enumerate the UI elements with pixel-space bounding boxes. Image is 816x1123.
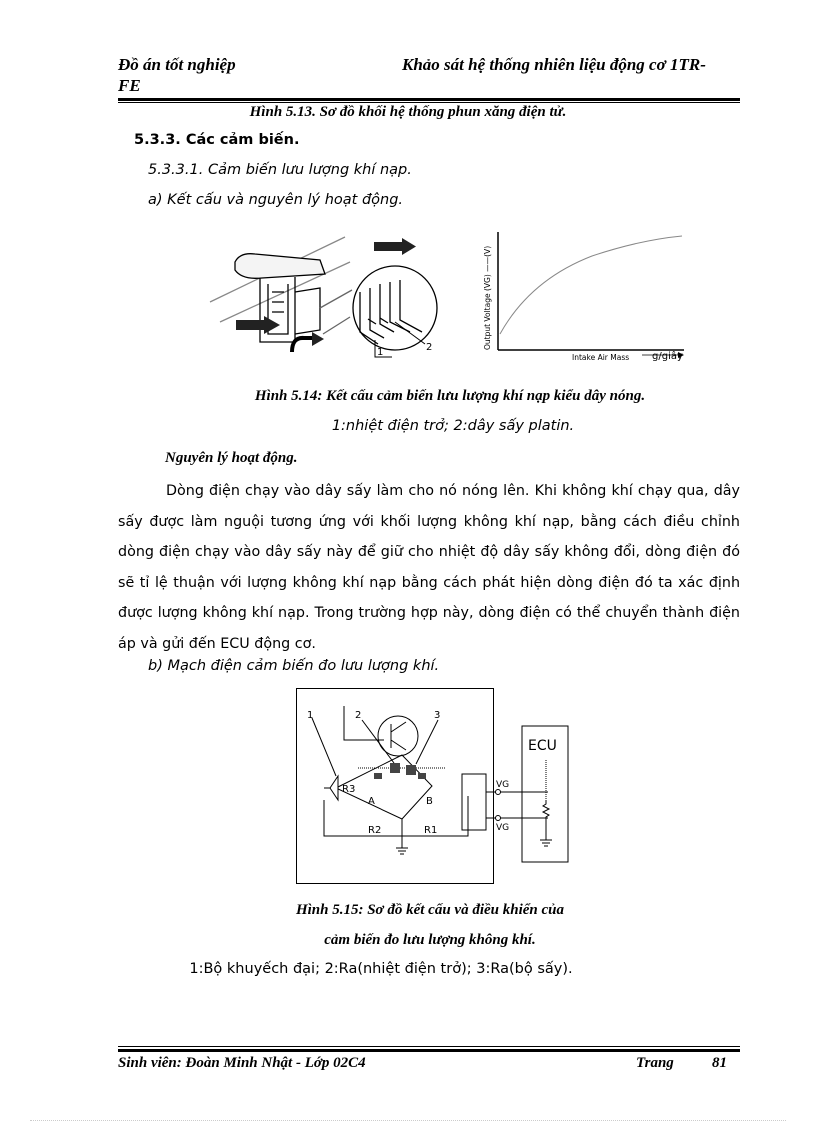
subsection-a: a) Kết cấu và nguyên lý hoạt động. <box>148 192 404 208</box>
label-ecu: ECU <box>528 738 557 754</box>
figure-5-14-subcaption: 1:nhiệt điện trở; 2:dây sấy platin. <box>331 418 575 434</box>
figure-5-14-caption: Hình 5.14: Kết cấu cảm biến lưu lượng khí nạp kiểu dây nóng. <box>254 388 646 404</box>
callout-2: 2 <box>426 342 433 353</box>
label-vg-bottom: VG <box>496 823 510 833</box>
figure-5-15-legend: 1:Bộ khuyếch đại; 2:Ra(nhiệt điện trở); 3:Ra(bộ sấy). <box>189 961 573 977</box>
graph-x-unit: g/giây <box>652 351 683 362</box>
graph-y-axis-label: Output Voltage (VG) ——(V) <box>483 245 492 350</box>
section-heading-5-3-3: 5.3.3. Các cảm biến. <box>134 132 300 148</box>
ecu-connection <box>460 720 580 870</box>
header-left-title-cont: FE <box>118 76 141 95</box>
section-heading-5-3-3-1: 5.3.3.1. Cảm biến lưu lượng khí nạp. <box>148 162 412 178</box>
header-right-title: Khảo sát hệ thống nhiên liệu động cơ 1TR- <box>402 55 706 74</box>
label-vg-top: VG <box>496 780 510 790</box>
footer-page-number: 81 <box>712 1055 727 1071</box>
label-a: A <box>368 796 375 807</box>
header-rule-thick <box>118 98 740 101</box>
figure-5-14-illustration <box>200 222 700 377</box>
page-bottom-dotted-border <box>30 1120 786 1121</box>
subsection-b: b) Mạch điện cảm biến đo lưu lượng khí. <box>148 658 440 674</box>
label-b: B <box>426 796 433 807</box>
label-r3: R3 <box>342 784 356 795</box>
principle-heading: Nguyên lý hoạt động. <box>165 450 298 466</box>
figure-5-15-caption-line2: cảm biến đo lưu lượng không khí. <box>324 932 536 948</box>
figure-5-13-caption: Hình 5.13. Sơ đồ khối hệ thống phun xăng điện tử. <box>249 104 567 120</box>
graph-x-axis-label: Intake Air Mass <box>572 353 630 362</box>
label-2: 2 <box>355 710 362 721</box>
footer-rule-thick <box>118 1049 740 1052</box>
figure-5-15-caption-line1: Hình 5.15: Sơ đồ kết cấu và điều khiển của <box>295 902 565 918</box>
header-rule-thin <box>118 102 740 103</box>
output-voltage-graph <box>498 232 684 358</box>
label-3: 3 <box>434 710 441 721</box>
callout-1: 1 <box>377 347 384 358</box>
label-r2: R2 <box>368 825 382 836</box>
header-left-title: Đồ án tốt nghiệp <box>118 55 236 74</box>
footer-rule-thin <box>118 1046 740 1047</box>
hot-wire-sensor-drawing <box>210 237 437 357</box>
footer-page-label: Trang <box>636 1055 674 1071</box>
principle-paragraph-block <box>118 476 740 659</box>
footer-student: Sinh viên: Đoàn Minh Nhật - Lớp 02C4 <box>118 1055 366 1071</box>
label-1: 1 <box>307 710 314 721</box>
principle-paragraph: Dòng điện chạy vào dây sấy làm cho nó nóng lên. Khi không khí chạy qua, dây sấy được làm nguội tương ứng với khối lượng không khí nạp, bằng cách điều chỉnh dòng điện chạy vào dây sấy này để giữ cho nhiệt độ dây sấy không đổi, dòng điện đó sẽ tỉ lệ thuận với lượng không khí nạp bằng cách phát hiện dòng điện đó ta xác định được lượng không khí nạp. Trong trường hợp này, dòng điện có thể chuyển thành điện áp và gửi đến ECU động cơ. <box>118 483 740 652</box>
label-r1: R1 <box>424 825 438 836</box>
